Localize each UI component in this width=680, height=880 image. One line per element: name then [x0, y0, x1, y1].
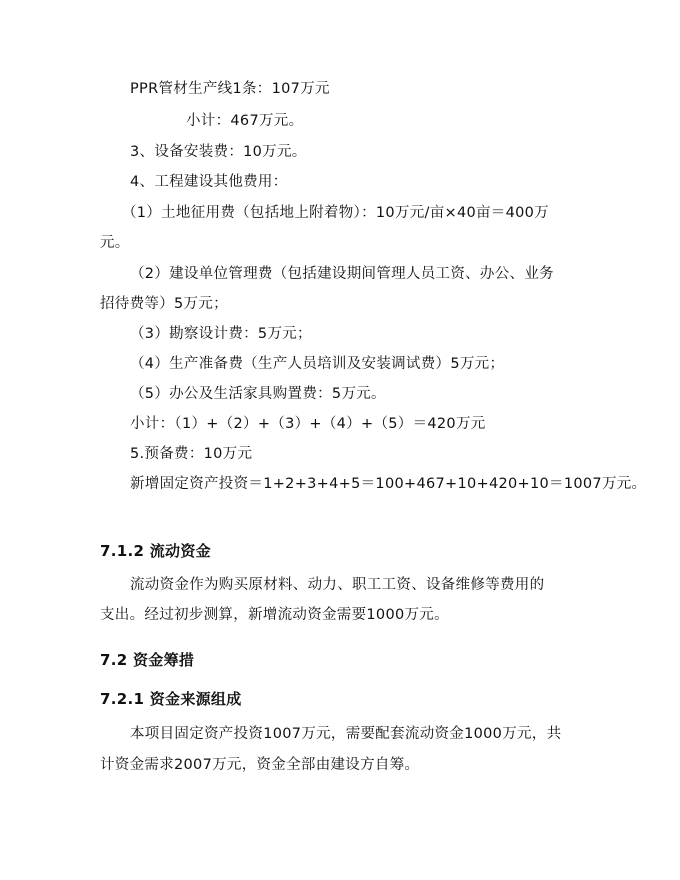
ppr-line-cost: PPR管材生产线1条：107万元	[130, 81, 330, 97]
survey-cost: （3）勘察设计费：5万元；	[130, 326, 312, 342]
section-7-2-1-para-line2: 计资金需求2007万元，资金全部由建设方自筹。	[100, 757, 420, 773]
section-7-1-2-para-line1: 流动资金作为购买原材料、动力、职工工资、设备维修等费用的	[130, 577, 545, 593]
other-costs-heading: 4、工程建设其他费用：	[130, 174, 288, 190]
prep-cost: （4）生产准备费（生产人员培训及安装调试费）5万元；	[130, 356, 505, 372]
mgmt-cost-line1: （2）建设单位管理费（包括建设期间管理人员工资、办公、业务	[130, 266, 554, 282]
section-7-2-heading: 7.2 资金筹措	[100, 651, 195, 669]
other-subtotal: 小计：（1）+（2）+（3）+（4）+（5）＝420万元	[130, 416, 486, 432]
section-7-1-2-para-line2: 支出。经过初步测算，新增流动资金需要1000万元。	[100, 607, 449, 623]
land-cost-line1: （1）土地征用费（包括地上附着物）：10万元/亩×40亩＝400万	[122, 205, 549, 221]
section-7-2-1-heading: 7.2.1 资金来源组成	[100, 690, 242, 708]
mgmt-cost-line2: 招待费等）5万元；	[100, 296, 228, 312]
section-7-2-1-para-line1: 本项目固定资产投资1007万元，需要配套流动资金1000万元，共	[130, 726, 562, 742]
land-cost-line2: 元。	[100, 235, 130, 251]
reserve-cost: 5.预备费：10万元	[130, 446, 253, 462]
installation-cost: 3、设备安装费：10万元。	[130, 144, 307, 160]
section-7-1-2-heading: 7.1.2 流动资金	[100, 542, 211, 560]
total-fixed-investment: 新增固定资产投资＝1+2+3+4+5＝100+467+10+420+10＝1007万元。	[130, 476, 647, 492]
equipment-subtotal: 小计：467万元。	[186, 113, 304, 129]
furniture-cost: （5）办公及生活家具购置费：5万元。	[130, 386, 386, 402]
